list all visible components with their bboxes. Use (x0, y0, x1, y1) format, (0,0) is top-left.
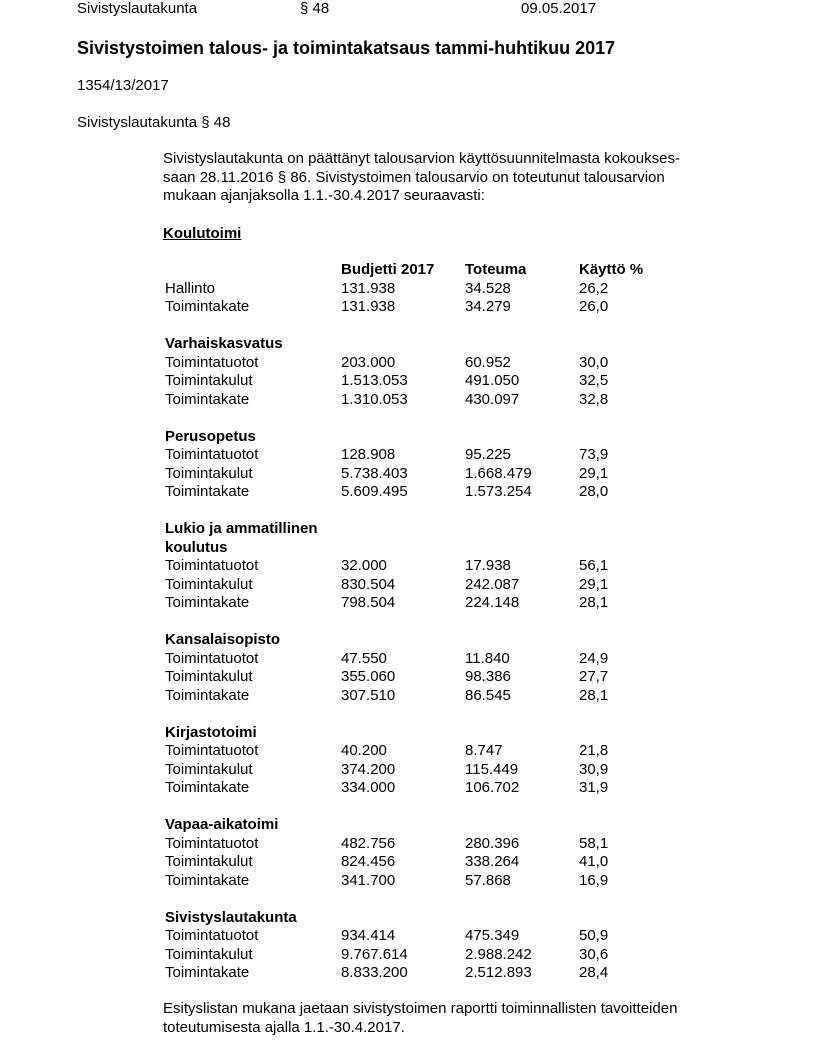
row-label: Toimintatuotot (165, 834, 259, 852)
usage-percent: 30,9 (579, 760, 609, 778)
actual-value: 8.747 (465, 742, 503, 759)
budget-value: 307.510 (341, 686, 396, 704)
column-header-usage: Käyttö % (579, 261, 644, 278)
table-row (165, 761, 725, 780)
table-groups (165, 317, 725, 983)
row-label: Toimintakulut (165, 575, 253, 593)
row-label: Toimintakulut (165, 464, 253, 482)
section-reference: Sivistyslautakunta § 48 (77, 114, 231, 131)
row-label: Toimintakate (165, 686, 250, 704)
table-row (165, 280, 725, 299)
usage-percent: 41,0 (579, 853, 609, 870)
table-row (165, 576, 725, 595)
row-label: Toimintakate (165, 964, 250, 981)
table-row (165, 742, 725, 761)
usage-percent: 28,1 (579, 686, 609, 704)
budget-value: 9.767.614 (341, 945, 408, 963)
row-label: Toimintakate (165, 390, 250, 408)
table-group (165, 724, 725, 798)
usage-percent: 24,9 (579, 649, 609, 667)
group-spacer (165, 890, 725, 909)
table-group (165, 428, 725, 502)
column-header-actual: Toteuma (465, 261, 527, 278)
budget-value: 203.000 (341, 353, 396, 371)
usage-percent: 58,1 (579, 834, 609, 852)
closing-line: Esityslistan mukana jaetaan sivistystoimen raportti toiminnallisten tavoitteiden (163, 1000, 678, 1017)
table-row (165, 687, 725, 706)
actual-value: 242.087 (465, 575, 520, 593)
actual-value: 2.512.893 (465, 964, 532, 981)
table-group (165, 631, 725, 705)
actual-value: 11.840 (465, 649, 510, 667)
header-organization: Sivistyslautakunta (77, 0, 198, 17)
budget-value: 32.000 (341, 557, 387, 574)
group-title: Kirjastotoimi (165, 723, 257, 741)
group-title: Perusopetus (165, 427, 256, 445)
actual-value: 280.396 (465, 834, 520, 852)
row-label: Toimintakate (165, 298, 250, 315)
table-row (165, 354, 725, 373)
table-row (165, 465, 725, 484)
usage-percent: 29,1 (579, 575, 609, 593)
page-header (77, 0, 777, 18)
actual-value: 60.952 (465, 353, 511, 371)
group-title: Sivistyslautakunta (165, 908, 297, 926)
usage-percent: 28,4 (579, 964, 609, 981)
table-row (165, 927, 725, 946)
group-title: Kansalaisopisto (165, 631, 281, 648)
koulutoimi-heading: Koulutoimi (163, 225, 242, 242)
actual-value: 430.097 (465, 390, 520, 408)
row-label: Toimintatuotot (165, 446, 259, 463)
usage-percent: 21,8 (579, 742, 609, 759)
budget-value: 934.414 (341, 927, 396, 944)
budget-value: 798.504 (341, 594, 396, 611)
table-group (165, 520, 725, 613)
actual-value: 1.573.254 (465, 483, 532, 500)
intro-line: saan 28.11.2016 § 86. Sivistystoimen talousarvio on toteutunut talousarvion (163, 168, 665, 186)
actual-value: 338.264 (465, 853, 520, 870)
budget-value: 5.609.495 (341, 483, 408, 500)
row-label: Toimintatuotot (165, 742, 259, 759)
closing-paragraph (163, 1000, 677, 1037)
intro-line: mukaan ajanjaksolla 1.1.-30.4.2017 seuraavasti: (163, 187, 485, 204)
group-spacer (165, 613, 725, 632)
budget-value: 1.310.053 (341, 390, 408, 408)
usage-percent: 27,7 (579, 668, 609, 685)
document-number: 1354/13/2017 (77, 77, 169, 94)
usage-percent: 29,1 (579, 464, 609, 482)
actual-value: 98.386 (465, 668, 511, 685)
actual-value: 95.225 (465, 446, 511, 463)
budget-value: 8.833.200 (341, 964, 408, 981)
actual-value: 17.938 (465, 557, 511, 574)
actual-value: 1.668.479 (465, 464, 532, 482)
budget-value: 482.756 (341, 834, 396, 852)
group-spacer (165, 502, 725, 521)
budget-value: 40.200 (341, 742, 387, 759)
group-spacer (165, 409, 725, 428)
row-label: Toimintakulut (165, 760, 253, 778)
actual-value: 115.449 (465, 760, 519, 778)
usage-percent: 32,5 (579, 372, 609, 389)
table-row (165, 446, 725, 465)
budget-value: 5.738.403 (341, 464, 408, 482)
table-row (165, 594, 725, 613)
actual-value: 2.988.242 (465, 945, 532, 963)
budget-value: 334.000 (341, 779, 396, 796)
actual-value: 57.868 (465, 871, 511, 889)
table-row (165, 372, 725, 391)
table-row (165, 298, 725, 317)
row-label: Toimintatuotot (165, 557, 259, 574)
usage-percent: 28,0 (579, 483, 609, 500)
actual-value: 491.050 (465, 372, 520, 389)
row-label: Toimintakulut (165, 372, 253, 389)
budget-table (165, 261, 725, 983)
table-row (165, 650, 725, 669)
table-row (165, 835, 725, 854)
table-group (165, 335, 725, 409)
group-title: Vapaa-aikatoimi (165, 816, 279, 833)
group-title: Lukio ja ammatillinen (165, 520, 318, 537)
budget-value: 1.513.053 (341, 372, 408, 389)
group-title: koulutus (165, 538, 228, 556)
usage-percent: 30,6 (579, 945, 609, 963)
row-label: Toimintatuotot (165, 353, 259, 371)
usage-percent: 16,9 (579, 871, 609, 889)
usage-percent: 56,1 (579, 557, 609, 574)
budget-value: 341.700 (341, 871, 396, 889)
group-spacer (165, 798, 725, 817)
header-section: § 48 (300, 0, 330, 17)
actual-value: 34.279 (465, 298, 511, 315)
table-header-row (165, 261, 725, 280)
actual-value: 86.545 (465, 686, 511, 704)
budget-value: 131.938 (341, 279, 396, 297)
budget-value: 128.908 (341, 446, 396, 463)
group-spacer (165, 705, 725, 724)
budget-value: 131.938 (341, 298, 396, 315)
usage-percent: 28,1 (579, 594, 609, 611)
budget-value: 374.200 (341, 760, 396, 778)
header-date: 09.05.2017 (521, 0, 597, 17)
table-row (165, 779, 725, 798)
closing-line: toteutumisesta ajalla 1.1.-30.4.2017. (163, 1018, 405, 1036)
table-row (165, 483, 725, 502)
table-row (165, 668, 725, 687)
budget-value: 830.504 (341, 575, 396, 593)
table-group (165, 909, 725, 983)
usage-percent: 31,9 (579, 779, 609, 796)
row-label: Toimintatuotot (165, 927, 259, 944)
table-group (165, 816, 725, 890)
column-header-budget: Budjetti 2017 (341, 261, 435, 278)
usage-percent: 26,0 (579, 298, 609, 315)
budget-value: 824.456 (341, 853, 396, 870)
group-title: Varhaiskasvatus (165, 335, 283, 352)
row-label: Toimintakate (165, 594, 250, 611)
actual-value: 106.702 (465, 779, 520, 796)
actual-value: 34.528 (465, 279, 511, 297)
row-label: Toimintakulut (165, 945, 253, 963)
intro-line: Sivistyslautakunta on päättänyt talousarvion käyttösuunnitelmasta kokoukses- (163, 150, 680, 167)
document-title: Sivistystoimen talous- ja toimintakatsaus tammi-huhtikuu 2017 (77, 38, 616, 58)
row-label: Hallinto (165, 279, 216, 297)
table-row (165, 557, 725, 576)
row-label: Toimintakate (165, 779, 250, 796)
row-label: Toimintakate (165, 871, 250, 889)
actual-value: 475.349 (465, 927, 520, 944)
usage-percent: 26,2 (579, 279, 609, 297)
usage-percent: 30,0 (579, 353, 609, 371)
group-spacer (165, 317, 725, 336)
row-label: Toimintakulut (165, 668, 253, 685)
usage-percent: 50,9 (579, 927, 609, 944)
row-label: Toimintatuotot (165, 649, 259, 667)
table-row (165, 872, 725, 891)
table-row (165, 964, 725, 983)
usage-percent: 32,8 (579, 390, 609, 408)
usage-percent: 73,9 (579, 446, 609, 463)
table-row (165, 946, 725, 965)
row-label: Toimintakulut (165, 853, 253, 870)
budget-value: 355.060 (341, 668, 396, 685)
budget-value: 47.550 (341, 649, 387, 667)
row-label: Toimintakate (165, 483, 250, 500)
intro-paragraph (163, 150, 723, 206)
actual-value: 224.148 (465, 594, 520, 611)
table-row (165, 853, 725, 872)
table-row (165, 391, 725, 410)
